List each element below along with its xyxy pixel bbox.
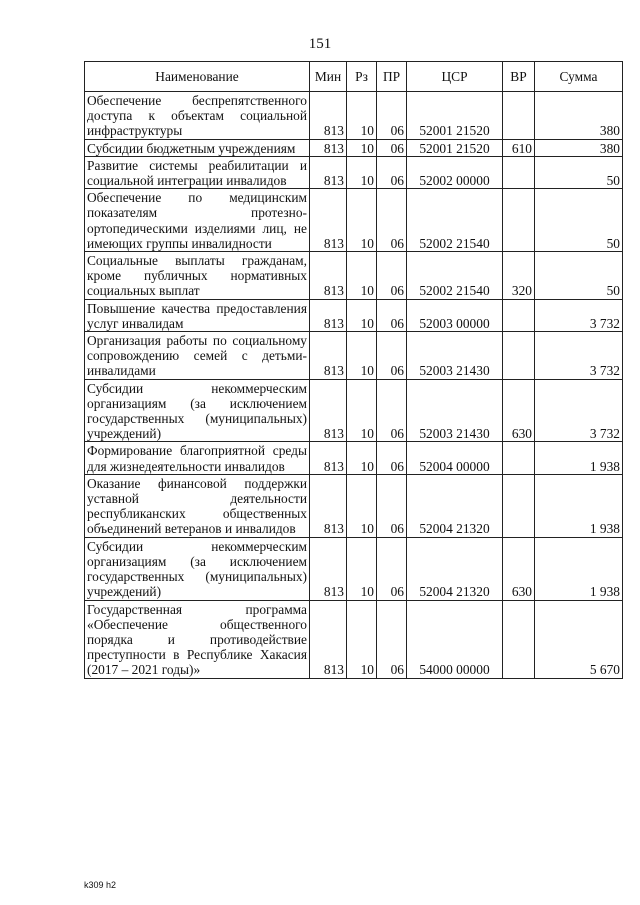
cell-vr [503,332,535,380]
cell-vr [503,474,535,537]
cell-csr: 52003 00000 [407,299,503,331]
cell-sum: 380 [535,139,623,156]
cell-vr [503,600,535,678]
column-header-pr: ПР [377,62,407,92]
cell-vr [503,156,535,188]
cell-sum: 50 [535,156,623,188]
table-row [85,156,623,188]
cell-sum: 1 938 [535,537,623,600]
cell-csr: 52004 21320 [407,537,503,600]
cell-min: 813 [310,252,347,300]
cell-min: 813 [310,92,347,140]
cell-pr: 06 [377,474,407,537]
cell-vr: 630 [503,379,535,442]
cell-name: Обеспечение по медицинским показателям протезно-ортопедическими изделиями лиц, не имеющих группы инвалидности [85,189,310,252]
cell-vr: 320 [503,252,535,300]
cell-min: 813 [310,189,347,252]
table-row [85,442,623,474]
table-row [85,379,623,442]
cell-pr: 06 [377,299,407,331]
cell-sum: 1 938 [535,442,623,474]
cell-csr: 54000 00000 [407,600,503,678]
cell-vr [503,299,535,331]
cell-rz: 10 [347,139,377,156]
cell-csr: 52002 21540 [407,252,503,300]
cell-vr [503,442,535,474]
cell-csr: 52001 21520 [407,139,503,156]
cell-csr: 52002 21540 [407,189,503,252]
column-header-sum: Сумма [535,62,623,92]
cell-name: Организация работы по социальному сопровождению семей с детьми-инвалидами [85,332,310,380]
table-row [85,139,623,156]
cell-sum: 380 [535,92,623,140]
column-header-min: Мин [310,62,347,92]
cell-name: Развитие системы реабилитации и социальной интеграции инвалидов [85,156,310,188]
cell-min: 813 [310,332,347,380]
table-row [85,537,623,600]
cell-pr: 06 [377,537,407,600]
cell-min: 813 [310,379,347,442]
table-row [85,474,623,537]
cell-min: 813 [310,600,347,678]
cell-rz: 10 [347,92,377,140]
cell-rz: 10 [347,442,377,474]
footer-code: k309 h2 [84,880,117,890]
cell-csr: 52002 00000 [407,156,503,188]
column-header-rz: Рз [347,62,377,92]
cell-pr: 06 [377,442,407,474]
cell-pr: 06 [377,252,407,300]
cell-sum: 1 938 [535,474,623,537]
table-header-row [85,62,623,92]
cell-rz: 10 [347,156,377,188]
table-row [85,252,623,300]
cell-name: Повышение качества предоставления услуг инвалидам [85,299,310,331]
column-header-csr: ЦСР [407,62,503,92]
cell-vr: 610 [503,139,535,156]
cell-pr: 06 [377,139,407,156]
cell-rz: 10 [347,332,377,380]
cell-rz: 10 [347,600,377,678]
cell-vr [503,92,535,140]
page-number: 151 [308,36,332,52]
cell-min: 813 [310,139,347,156]
cell-rz: 10 [347,537,377,600]
cell-name: Субсидии некоммерческим организациям (за исключением государственных (муниципальных) учреждений) [85,537,310,600]
cell-csr: 52001 21520 [407,92,503,140]
cell-pr: 06 [377,92,407,140]
table-row [85,189,623,252]
cell-rz: 10 [347,252,377,300]
column-header-name: Наименование [85,62,310,92]
cell-pr: 06 [377,379,407,442]
cell-sum: 5 670 [535,600,623,678]
cell-csr: 52003 21430 [407,379,503,442]
cell-min: 813 [310,156,347,188]
cell-name: Субсидии некоммерческим организациям (за исключением государственных (муниципальных) учреждений) [85,379,310,442]
cell-min: 813 [310,537,347,600]
cell-sum: 3 732 [535,299,623,331]
cell-sum: 50 [535,189,623,252]
cell-name: Государственная программа «Обеспечение общественного порядка и противодействие преступности в Республике Хакасия (2017 – 2021 годы)» [85,600,310,678]
cell-name: Формирование благоприятной среды для жизнедеятельности инвалидов [85,442,310,474]
cell-name: Субсидии бюджетным учреждениям [85,139,310,156]
cell-sum: 50 [535,252,623,300]
cell-min: 813 [310,474,347,537]
cell-sum: 3 732 [535,379,623,442]
cell-vr [503,189,535,252]
cell-csr: 52003 21430 [407,332,503,380]
table-body [85,92,623,679]
cell-pr: 06 [377,332,407,380]
cell-csr: 52004 21320 [407,474,503,537]
cell-min: 813 [310,299,347,331]
budget-table [84,61,623,679]
cell-vr: 630 [503,537,535,600]
cell-rz: 10 [347,299,377,331]
table-row [85,92,623,140]
table-row [85,600,623,678]
cell-name: Обеспечение беспрепятственного доступа к объектам социальной инфраструктуры [85,92,310,140]
cell-rz: 10 [347,474,377,537]
table-row [85,332,623,380]
cell-name: Социальные выплаты гражданам, кроме публичных нормативных социальных выплат [85,252,310,300]
cell-sum: 3 732 [535,332,623,380]
table-row [85,299,623,331]
cell-rz: 10 [347,189,377,252]
cell-name: Оказание финансовой поддержки уставной деятельности республиканских общественных объединений ветеранов и инвалидов [85,474,310,537]
cell-csr: 52004 00000 [407,442,503,474]
cell-min: 813 [310,442,347,474]
column-header-vr: ВР [503,62,535,92]
cell-pr: 06 [377,600,407,678]
cell-pr: 06 [377,156,407,188]
cell-pr: 06 [377,189,407,252]
cell-rz: 10 [347,379,377,442]
